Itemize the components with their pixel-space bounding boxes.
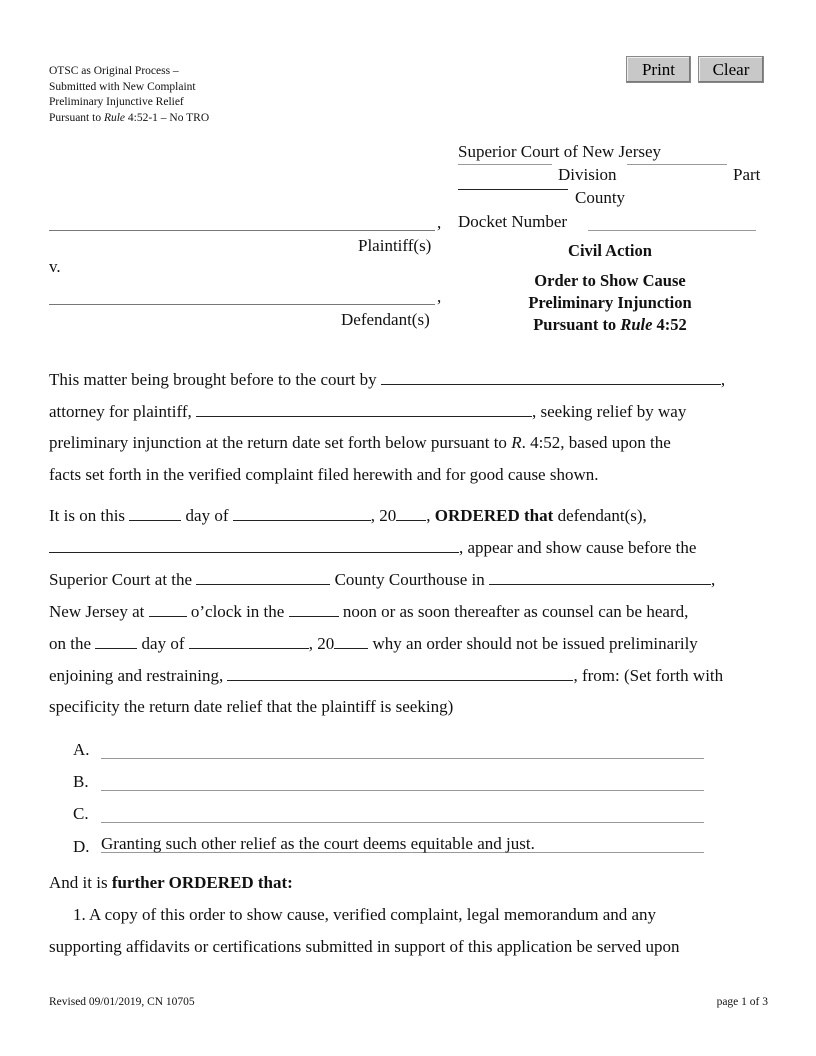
text: Rule [103, 111, 126, 124]
text: New Jersey at [49, 602, 149, 621]
title-line [458, 314, 762, 336]
body-line [49, 401, 686, 422]
defendant-names-field[interactable] [49, 537, 459, 553]
comma: , [437, 213, 442, 232]
defendant-label: Defendant(s) [341, 310, 430, 329]
text: day of [181, 506, 233, 525]
day-field[interactable] [129, 505, 181, 521]
court-name: Superior Court of New Jersey [458, 142, 662, 161]
division-label: Division [558, 165, 617, 184]
month-field[interactable] [233, 505, 371, 521]
order-title [458, 270, 762, 336]
further-ordered-heading [49, 873, 293, 893]
text: , appear and show cause before the [459, 538, 697, 557]
clear-button[interactable]: Clear [698, 56, 764, 83]
form-header [49, 64, 209, 126]
text: defendant(s), [553, 506, 647, 525]
text: , [720, 370, 726, 389]
text: preliminary injunction at the return date set forth below pursuant to [49, 433, 512, 452]
header-line: OTSC as Original Process – [49, 65, 179, 77]
text: o’clock in the [186, 602, 289, 621]
item-1-continued: supporting affidavits or certifications submitted in support of this application be served upon [49, 937, 680, 956]
revision-footer: Revised 09/01/2019, CN 10705 [49, 996, 195, 1008]
city-field[interactable] [489, 569, 711, 585]
relief-b-field[interactable] [101, 772, 704, 791]
body-line [49, 369, 725, 390]
part-label: Part [733, 165, 761, 184]
item-1: 1. A copy of this order to show cause, verified complaint, legal memorandum and any [73, 905, 657, 924]
part-field[interactable] [627, 164, 727, 165]
noon-field[interactable] [289, 601, 339, 617]
relief-label: C. [73, 804, 89, 823]
relief-a-field[interactable] [101, 740, 704, 759]
relief-label: D. [73, 837, 90, 856]
text: , 20 [308, 634, 335, 653]
header-line: Submitted with New Complaint [49, 80, 196, 93]
body-line [49, 601, 688, 622]
plaintiff-label: Plaintiff(s) [358, 236, 432, 255]
return-year-field[interactable] [334, 633, 368, 649]
return-day-field[interactable] [95, 633, 137, 649]
text: , [426, 506, 435, 525]
plaintiff-attorney-field[interactable] [196, 401, 532, 417]
text: R [511, 433, 522, 452]
text: , seeking relief by way [531, 402, 687, 421]
text: County Courthouse in [330, 570, 489, 589]
text: noon or as soon thereafter as counsel can be heard, [338, 602, 689, 621]
relief-c-field[interactable] [101, 804, 704, 823]
text: , 20 [370, 506, 397, 525]
text: This matter being brought before to the court by [49, 370, 381, 389]
body-line [49, 633, 698, 654]
print-button[interactable]: Print [626, 56, 691, 83]
text: . 4:52, based upon the [521, 433, 671, 452]
text: ORDERED that [434, 506, 554, 525]
body-line [49, 505, 647, 526]
restrained-party-field[interactable] [227, 665, 573, 681]
docket-number-field[interactable] [588, 230, 756, 231]
relief-d-field[interactable]: Granting such other relief as the court deems equitable and just. [101, 834, 704, 853]
docket-label: Docket Number [458, 212, 568, 231]
relief-label: A. [73, 740, 90, 759]
text: day of [137, 634, 189, 653]
comma: , [437, 287, 442, 306]
text: Rule [620, 315, 653, 334]
header-line [49, 111, 209, 127]
county-courthouse-field[interactable] [196, 569, 330, 585]
text: Pursuant to [49, 111, 104, 124]
title-line: Preliminary Injunction [528, 293, 692, 312]
versus-label: v. [49, 257, 61, 276]
text: enjoining and restraining, [49, 666, 228, 685]
text: 4:52 [652, 315, 687, 334]
relief-label: B. [73, 772, 89, 791]
civil-action-heading: Civil Action [568, 241, 652, 260]
text: It is on this [49, 506, 130, 525]
division-field[interactable] [458, 164, 552, 165]
text: And it is [49, 873, 112, 892]
attorney-name-field[interactable] [381, 369, 721, 385]
plaintiff-field[interactable] [49, 230, 435, 231]
text: on the [49, 634, 96, 653]
defendant-field[interactable] [49, 304, 435, 305]
text: , [710, 570, 716, 589]
text: why an order should not be issued preliminarily [368, 634, 698, 653]
text: Pursuant to [533, 315, 621, 334]
text: attorney for plaintiff, [49, 402, 196, 421]
title-line: Order to Show Cause [534, 271, 686, 290]
return-month-field[interactable] [189, 633, 309, 649]
body-line [49, 433, 671, 453]
body-line: facts set forth in the verified complaint filed herewith and for good cause shown. [49, 465, 599, 484]
header-line: Preliminary Injunctive Relief [49, 96, 184, 108]
text: further ORDERED that: [111, 873, 293, 892]
county-label: County [575, 188, 626, 207]
body-line: specificity the return date relief that the plaintiff is seeking) [49, 697, 454, 716]
body-line [49, 665, 723, 686]
text: Superior Court at the [49, 570, 197, 589]
county-field[interactable] [458, 189, 568, 190]
body-line [49, 537, 696, 558]
body-line [49, 569, 715, 590]
page-number: page 1 of 3 [716, 996, 768, 1008]
year-field[interactable] [396, 505, 426, 521]
text: 4:52-1 – No TRO [125, 111, 210, 124]
text: , from: (Set forth with [573, 666, 724, 685]
hour-field[interactable] [149, 601, 187, 617]
